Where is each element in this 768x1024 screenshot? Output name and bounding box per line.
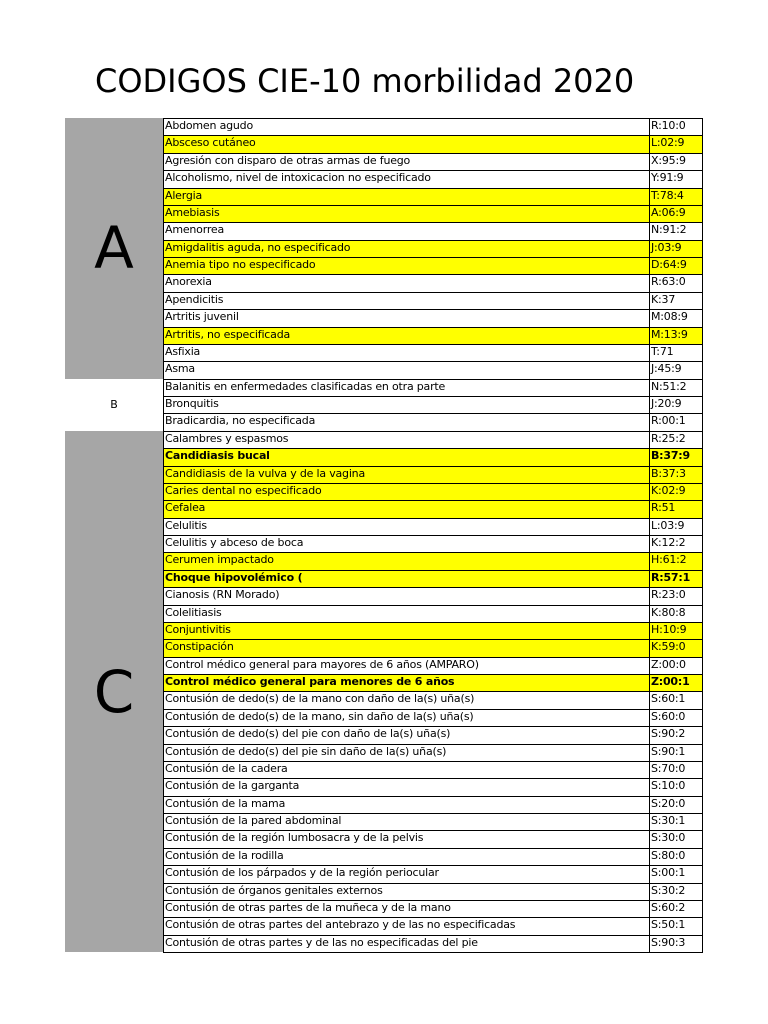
icd-code-cell: S:60:0 <box>650 709 703 726</box>
icd-code-cell: L:02:9 <box>650 136 703 153</box>
table-row <box>164 379 703 396</box>
table-row <box>164 796 703 813</box>
table-row <box>164 397 703 414</box>
diagnosis-name-cell: Contusión de la pared abdominal <box>164 814 650 831</box>
icd-code-cell: K:37 <box>650 292 703 309</box>
icd-code-cell: S:20:0 <box>650 796 703 813</box>
icd-code-cell: R:10:0 <box>650 119 703 136</box>
letter-index-column <box>65 118 163 952</box>
table-row <box>164 292 703 309</box>
icd-code-cell: B:37:3 <box>650 466 703 483</box>
icd-code-cell: K:12:2 <box>650 536 703 553</box>
table-row <box>164 223 703 240</box>
icd-code-cell: H:61:2 <box>650 553 703 570</box>
diagnosis-name-cell: Artritis, no especificada <box>164 327 650 344</box>
diagnosis-name-cell: Contusión de los párpados y de la región periocular <box>164 866 650 883</box>
diagnosis-name-cell: Asma <box>164 362 650 379</box>
diagnosis-name-cell: Celulitis y abceso de boca <box>164 536 650 553</box>
table-row <box>164 866 703 883</box>
diagnosis-name-cell: Abdomen agudo <box>164 119 650 136</box>
diagnosis-name-cell: Amenorrea <box>164 223 650 240</box>
icd-code-cell: S:30:2 <box>650 883 703 900</box>
diagnosis-name-cell: Celulitis <box>164 518 650 535</box>
diagnosis-name-cell: Contusión de órganos genitales externos <box>164 883 650 900</box>
table-row <box>164 501 703 518</box>
icd-code-cell: N:91:2 <box>650 223 703 240</box>
icd-code-cell: S:90:2 <box>650 727 703 744</box>
table-row <box>164 883 703 900</box>
table-row <box>164 275 703 292</box>
table-row <box>164 153 703 170</box>
diagnosis-name-cell: Asfixia <box>164 344 650 361</box>
table-row <box>164 675 703 692</box>
diagnosis-name-cell: Absceso cutáneo <box>164 136 650 153</box>
icd-code-cell: S:90:1 <box>650 744 703 761</box>
table-row <box>164 692 703 709</box>
diagnosis-name-cell: Cerumen impactado <box>164 553 650 570</box>
diagnosis-name-cell: Caries dental no especificado <box>164 483 650 500</box>
diagnosis-name-cell: Cianosis (RN Morado) <box>164 588 650 605</box>
icd-code-cell: K:59:0 <box>650 640 703 657</box>
icd-code-cell: T:78:4 <box>650 188 703 205</box>
diagnosis-name-cell: Contusión de otras partes del antebrazo y de las no especificadas <box>164 918 650 935</box>
diagnosis-name-cell: Colelitiasis <box>164 605 650 622</box>
diagnosis-name-cell: Constipación <box>164 640 650 657</box>
icd-code-cell: S:70:0 <box>650 761 703 778</box>
table-row <box>164 588 703 605</box>
table-row <box>164 918 703 935</box>
table-row <box>164 240 703 257</box>
icd-code-cell: R:51 <box>650 501 703 518</box>
icd-code-cell: S:30:1 <box>650 814 703 831</box>
diagnosis-name-cell: Bronquitis <box>164 397 650 414</box>
table-row <box>164 553 703 570</box>
letter-group-b: B <box>65 379 163 431</box>
table-row <box>164 744 703 761</box>
letter-group-c: C <box>65 431 163 952</box>
diagnosis-name-cell: Contusión de otras partes de la muñeca y de la mano <box>164 900 650 917</box>
icd-code-cell: Y:91:9 <box>650 171 703 188</box>
icd-code-cell: X:95:9 <box>650 153 703 170</box>
table-row <box>164 188 703 205</box>
diagnosis-name-cell: Contusión de la mama <box>164 796 650 813</box>
table-row <box>164 258 703 275</box>
icd-code-cell: N:51:2 <box>650 379 703 396</box>
diagnosis-name-cell: Agresión con disparo de otras armas de fuego <box>164 153 650 170</box>
diagnosis-name-cell: Contusión de la rodilla <box>164 848 650 865</box>
diagnosis-name-cell: Anorexia <box>164 275 650 292</box>
diagnosis-name-cell: Control médico general para mayores de 6 años (AMPARO) <box>164 657 650 674</box>
diagnosis-name-cell: Balanitis en enfermedades clasificadas en otra parte <box>164 379 650 396</box>
diagnosis-name-cell: Calambres y espasmos <box>164 431 650 448</box>
diagnosis-name-cell: Contusión de la cadera <box>164 761 650 778</box>
icd-code-cell: J:20:9 <box>650 397 703 414</box>
table-row <box>164 536 703 553</box>
table-row <box>164 622 703 639</box>
diagnosis-name-cell: Alergia <box>164 188 650 205</box>
table-row <box>164 483 703 500</box>
icd-code-cell: R:23:0 <box>650 588 703 605</box>
icd-code-cell: Z:00:1 <box>650 675 703 692</box>
table-row <box>164 136 703 153</box>
page-title: CODIGOS CIE-10 morbilidad 2020 <box>95 62 635 100</box>
diagnosis-name-cell: Contusión de la región lumbosacra y de la pelvis <box>164 831 650 848</box>
table-row <box>164 518 703 535</box>
icd-code-cell: R:25:2 <box>650 431 703 448</box>
diagnosis-name-cell: Amigdalitis aguda, no especificado <box>164 240 650 257</box>
icd-code-table <box>163 118 703 953</box>
diagnosis-name-cell: Candidiasis bucal <box>164 449 650 466</box>
icd-code-cell: R:57:1 <box>650 570 703 587</box>
table-row <box>164 205 703 222</box>
table-row <box>164 449 703 466</box>
diagnosis-name-cell: Candidiasis de la vulva y de la vagina <box>164 466 650 483</box>
icd-code-cell: S:60:1 <box>650 692 703 709</box>
diagnosis-name-cell: Choque hipovolémico ( <box>164 570 650 587</box>
icd-code-cell: H:10:9 <box>650 622 703 639</box>
icd-code-cell: M:08:9 <box>650 310 703 327</box>
diagnosis-name-cell: Artritis juvenil <box>164 310 650 327</box>
table-row <box>164 414 703 431</box>
icd-code-cell: S:10:0 <box>650 779 703 796</box>
table-row <box>164 779 703 796</box>
table-row <box>164 327 703 344</box>
table-row <box>164 362 703 379</box>
icd-code-cell: S:80:0 <box>650 848 703 865</box>
table-row <box>164 935 703 952</box>
table-row <box>164 605 703 622</box>
table-row <box>164 171 703 188</box>
icd-code-cell: J:45:9 <box>650 362 703 379</box>
table-row <box>164 466 703 483</box>
diagnosis-name-cell: Contusión de dedo(s) de la mano con daño de la(s) uña(s) <box>164 692 650 709</box>
table-row <box>164 831 703 848</box>
table-row <box>164 727 703 744</box>
icd-code-cell: T:71 <box>650 344 703 361</box>
table-row <box>164 310 703 327</box>
icd-code-cell: S:60:2 <box>650 900 703 917</box>
diagnosis-name-cell: Apendicitis <box>164 292 650 309</box>
icd-code-cell: L:03:9 <box>650 518 703 535</box>
diagnosis-name-cell: Cefalea <box>164 501 650 518</box>
icd-code-cell: B:37:9 <box>650 449 703 466</box>
diagnosis-name-cell: Contusión de dedo(s) del pie con daño de la(s) uña(s) <box>164 727 650 744</box>
diagnosis-name-cell: Bradicardia, no especificada <box>164 414 650 431</box>
table-row <box>164 570 703 587</box>
icd-code-cell: R:63:0 <box>650 275 703 292</box>
icd-code-cell: S:90:3 <box>650 935 703 952</box>
table-row <box>164 657 703 674</box>
diagnosis-name-cell: Contusión de otras partes y de las no especificadas del pie <box>164 935 650 952</box>
table-row <box>164 431 703 448</box>
diagnosis-name-cell: Anemia tipo no especificado <box>164 258 650 275</box>
icd-code-cell: D:64:9 <box>650 258 703 275</box>
icd-code-cell: K:80:8 <box>650 605 703 622</box>
diagnosis-name-cell: Conjuntivitis <box>164 622 650 639</box>
icd-code-cell: K:02:9 <box>650 483 703 500</box>
table-row <box>164 761 703 778</box>
diagnosis-name-cell: Contusión de dedo(s) de la mano, sin daño de la(s) uña(s) <box>164 709 650 726</box>
table-row <box>164 848 703 865</box>
icd-code-cell: S:00:1 <box>650 866 703 883</box>
icd-code-cell: Z:00:0 <box>650 657 703 674</box>
table-row <box>164 900 703 917</box>
diagnosis-name-cell: Contusión de la garganta <box>164 779 650 796</box>
icd-code-cell: J:03:9 <box>650 240 703 257</box>
table-row <box>164 344 703 361</box>
icd-code-cell: M:13:9 <box>650 327 703 344</box>
icd-code-cell: A:06:9 <box>650 205 703 222</box>
table-row <box>164 640 703 657</box>
diagnosis-name-cell: Control médico general para menores de 6 años <box>164 675 650 692</box>
diagnosis-name-cell: Alcoholismo, nivel de intoxicacion no especificado <box>164 171 650 188</box>
icd-code-cell: R:00:1 <box>650 414 703 431</box>
icd-code-cell: S:30:0 <box>650 831 703 848</box>
icd-code-cell: S:50:1 <box>650 918 703 935</box>
diagnosis-name-cell: Amebiasis <box>164 205 650 222</box>
diagnosis-name-cell: Contusión de dedo(s) del pie sin daño de la(s) uña(s) <box>164 744 650 761</box>
table-row <box>164 814 703 831</box>
table-row <box>164 119 703 136</box>
table-row <box>164 709 703 726</box>
letter-group-a: A <box>65 118 163 379</box>
